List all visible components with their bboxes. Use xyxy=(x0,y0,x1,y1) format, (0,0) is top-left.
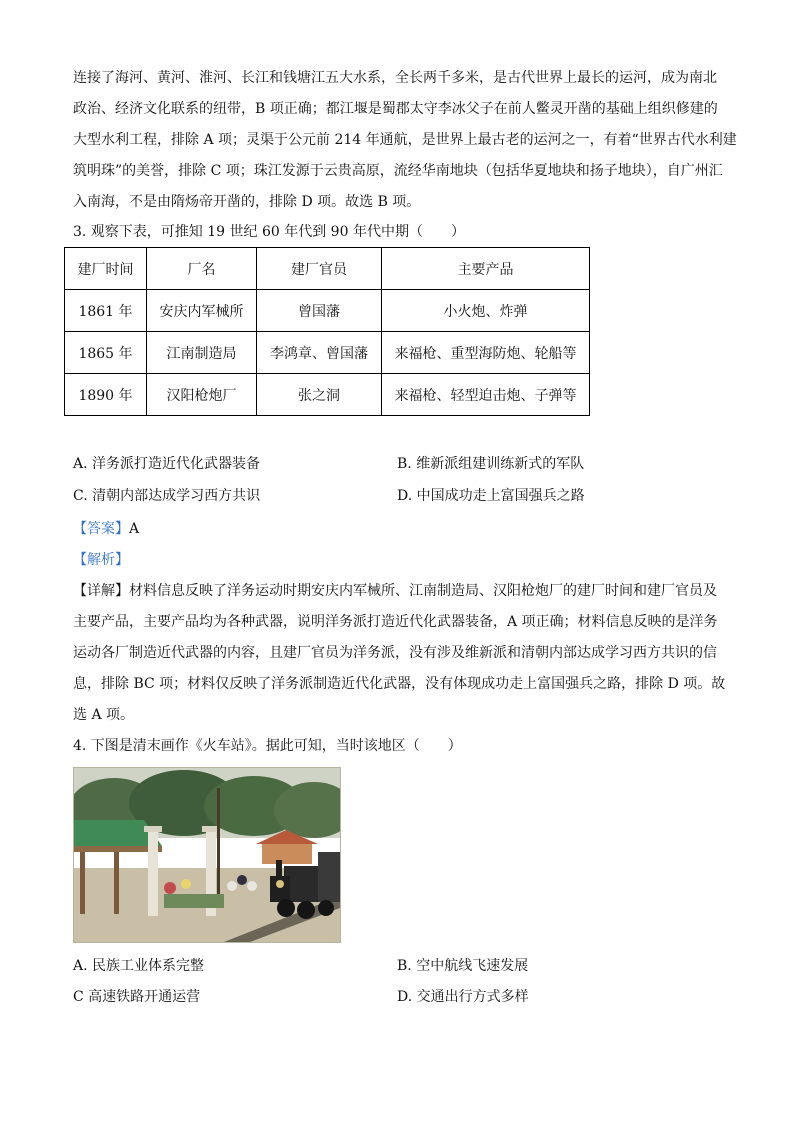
intro-line: 入南海，不是由隋炀帝开凿的，排除 D 项。故选 B 项。 xyxy=(73,194,421,210)
q4-option-c: C 高速铁路开通运营 xyxy=(73,989,201,1005)
answer-label: 【答案】 xyxy=(73,521,129,537)
table-row xyxy=(65,332,590,374)
q3-option-a: A. 洋务派打造近代化武器装备 xyxy=(73,456,261,472)
table-header-cell: 厂名 xyxy=(147,248,257,290)
q4-option-d: D. 交通出行方式多样 xyxy=(397,989,529,1005)
painting-illustration xyxy=(74,768,340,942)
table-cell: 安庆内军械所 xyxy=(147,290,257,332)
detail-line: 选 A 项。 xyxy=(73,707,135,723)
question-4-stem: 4. 下图是清末画作《火车站》。据此可知，当时该地区（ ） xyxy=(73,738,462,754)
table-row xyxy=(65,290,590,332)
table-cell: 1865 年 xyxy=(65,332,147,374)
train-station-painting xyxy=(73,767,341,943)
factory-table xyxy=(64,247,590,416)
detail-line: 主要产品，主要产品均为各种武器，说明洋务派打造近代化武器装备，A 项正确；材料信息反映的是洋务 xyxy=(73,614,718,630)
detail-line: 息，排除 BC 项；材料仅反映了洋务派制造近代化武器，没有体现成功走上富国强兵之路，排除 D 项。故 xyxy=(73,676,726,692)
answer-line xyxy=(73,518,723,540)
table-cell: 江南制造局 xyxy=(147,332,257,374)
analysis-label: 【解析】 xyxy=(73,552,129,568)
table-cell: 1861 年 xyxy=(65,290,147,332)
intro-line: 连接了海河、黄河、淮河、长江和钱塘江五大水系，全长两千多米，是古代世界上最长的运河，成为南北 xyxy=(73,70,717,86)
intro-line: 筑明珠”的美誉，排除 C 项；珠江发源于云贵高原，流经华南地块（包括华夏地块和扬子地块），自广州汇 xyxy=(73,163,723,179)
intro-line: 大型水利工程，排除 A 项；灵渠于公元前 214 年通航，是世界上最古老的运河之一，有着“世界古代水利建 xyxy=(73,132,737,148)
detail-line: 【详解】材料信息反映了洋务运动时期安庆内军械所、江南制造局、汉阳枪炮厂的建厂时间和建厂官员及 xyxy=(73,583,717,599)
table-cell: 小火炮、炸弹 xyxy=(382,290,590,332)
table-header-cell: 主要产品 xyxy=(382,248,590,290)
table-cell: 张之洞 xyxy=(257,374,382,416)
table-cell: 来福枪、重型海防炮、轮船等 xyxy=(382,332,590,374)
q4-option-a: A. 民族工业体系完整 xyxy=(73,958,205,974)
q3-option-d: D. 中国成功走上富国强兵之路 xyxy=(397,488,585,504)
q4-option-b: B. 空中航线飞速发展 xyxy=(397,958,529,974)
table-header-cell: 建厂时间 xyxy=(65,248,147,290)
table-row xyxy=(65,374,590,416)
detail-line: 运动各厂制造近代武器的内容，且建厂官员为洋务派，没有涉及维新派和清朝内部达成学习西方共识的信 xyxy=(73,645,717,661)
table-header-cell: 建厂官员 xyxy=(257,248,382,290)
table-cell: 来福枪、轻型迫击炮、子弹等 xyxy=(382,374,590,416)
table-header-row xyxy=(65,248,590,290)
question-3-stem: 3. 观察下表，可推知 19 世纪 60 年代到 90 年代中期（ ） xyxy=(73,224,465,240)
table-cell: 1890 年 xyxy=(65,374,147,416)
intro-line: 政治、经济文化联系的纽带，B 项正确；都江堰是蜀郡太守李冰父子在前人鳖灵开凿的基础上组织修建的 xyxy=(73,101,718,117)
q3-option-b: B. 维新派组建训练新式的军队 xyxy=(397,456,585,472)
table-cell: 李鸿章、曾国藩 xyxy=(257,332,382,374)
q3-option-c: C. 清朝内部达成学习西方共识 xyxy=(73,488,261,504)
table-cell: 汉阳枪炮厂 xyxy=(147,374,257,416)
table-cell: 曾国藩 xyxy=(257,290,382,332)
answer-value: A xyxy=(129,521,140,537)
